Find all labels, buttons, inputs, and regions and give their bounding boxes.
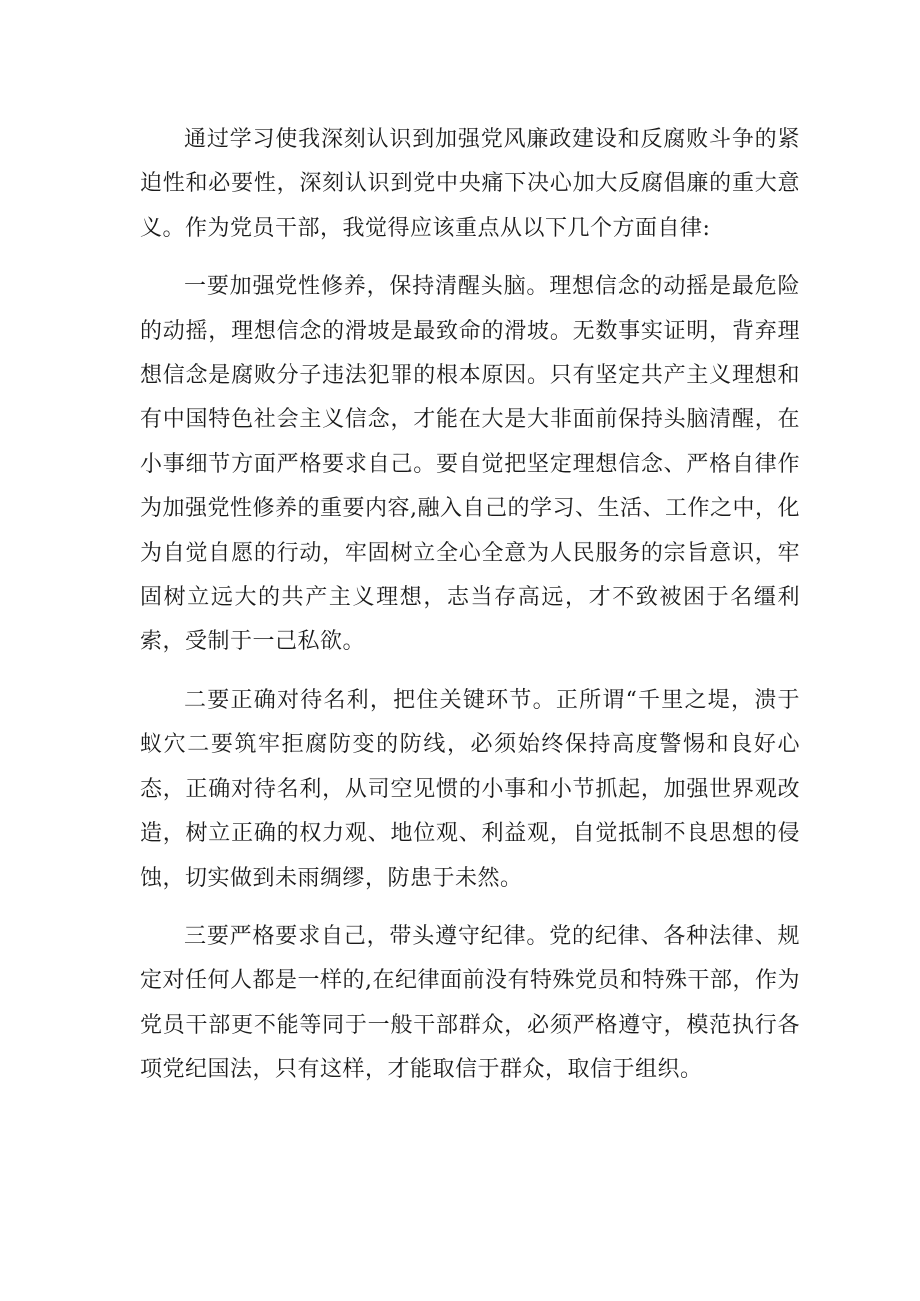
document-body [140, 118, 800, 1107]
paragraph-point-three: 三要严格要求自己，带头遵守纪律。党的纪律、各种法律、规定对任何人都是一样的,在纪律面前没有特殊党员和特殊干部，作为党员干部更不能等同于一般干部群众，必须严格遵守，模范执行各项党纪国法，只有这样，才能取信于群众，取信于组织。 [140, 923, 800, 1083]
paragraph-point-one: 一要加强党性修养，保持清醒头脑。理想信念的动摇是最危险的动摇，理想信念的滑坡是最致命的滑坡。无数事实证明，背弃理想信念是腐败分子违法犯罪的根本原因。只有坚定共产主义理想和有中国特色社会主义信念，才能在大是大非面前保持头脑清醒，在小事细节方面严格要求自己。要自觉把坚定理想信念、严格自律作为加强党性修养的重要内容,融入自己的学习、生活、工作之中，化为自觉自愿的行动，牢固树立全心全意为人民服务的宗旨意识，牢固树立远大的共产主义理想，志当存高远，才不致被困于名缰利索，受制于一己私欲。 [140, 274, 800, 655]
paragraph-intro: 通过学习使我深刻认识到加强党风廉政建设和反腐败斗争的紧迫性和必要性，深刻认识到党中央痛下决心加大反腐倡廉的重大意义。作为党员干部，我觉得应该重点从以下几个方面自律: [140, 127, 800, 241]
paragraph-point-two: 二要正确对待名利，把住关键环节。正所谓“千里之堤，溃于蚁穴二要筑牢拒腐防变的防线，必须始终保持高度警惕和良好心态，正确对待名利，从司空见惯的小事和小节抓起，加强世界观改造，树立正确的权力观、地位观、利益观，自觉抵制不良思想的侵蚀，切实做到未雨绸缪，防患于未然。 [140, 687, 800, 891]
